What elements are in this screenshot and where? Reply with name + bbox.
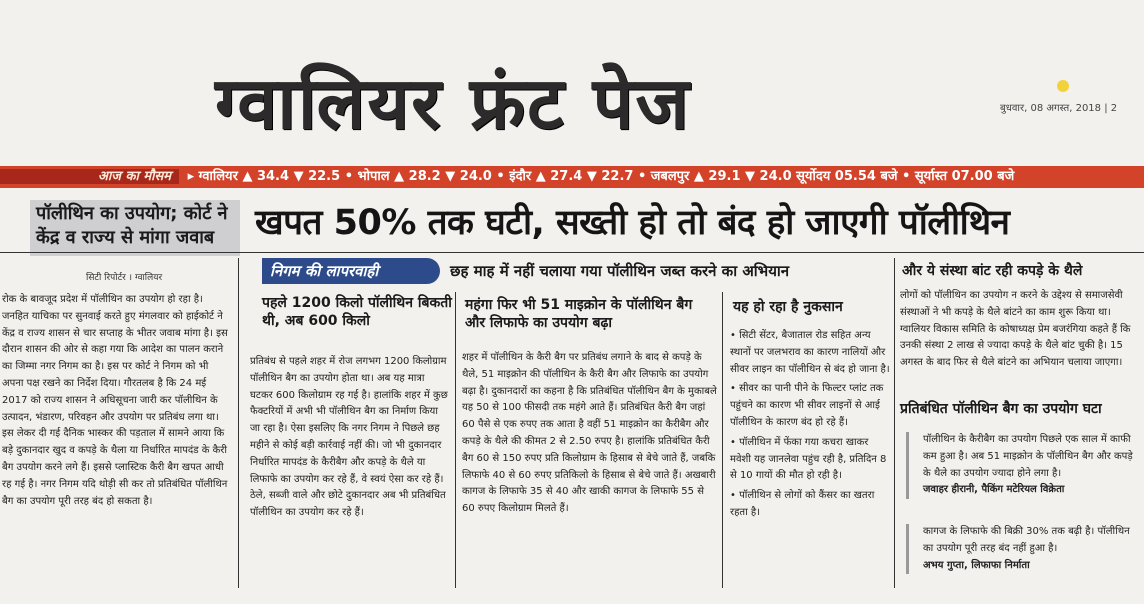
column-5-text: लोगों को पॉलीथिन का उपयोग न करने के उद्देश्य से समाजसेवी संस्थाओं ने भी कपड़े के थैले बांटने का काम शुरू किया था। ग्वालियर विकास समिति के कोषाध्यक्ष प्रेम बजरंगिया कहते हैं कि उनकी संस्था 2 लाख से ज्यादा कपड़े के थैले बांट चुकी है। 15 अगस्त के बाद फिर से थैले बांटने का अभियान चलाया जाएगा। <box>900 290 1131 369</box>
column-3-head: महंगा फिर भी 51 माइक्रोन के पॉलीथिन बैग और लिफाफे का उपयोग बढ़ा <box>465 297 693 331</box>
column-3-text: शहर में पॉलीथिन के कैरी बैग पर प्रतिबंध लगाने के बाद से कपड़े के थैले, 51 माइक्रोन की पॉलीथिन के कैरी बैग और लिफाफे का उपयोग बढ़ा है। दुकानदारों का कहना है कि प्रतिबंधित पॉलीथिन बैग के मुकाबले यह 50 से 100 फीसदी तक महंगे आते हैं। प्रतिबंधित कैरी बैग जहां 60 पैसे से एक रुपए तक आता है वहीं 51 माइक्रोन का कैरीबैग और कपड़े के थैले की कीमत 2 से 2.50 रुपए है। हालांकि प्रतिबंधित कैरी बैग 60 से 150 रुपए प्रति किलोग्राम के हिसाब से बेचे जाते हैं, जबकि लिफाफे 40 से 60 रुपए प्रतिकिलो के हिसाब से बेचे जाते हैं। अखबारी कागज के लिफाफे 35 से 40 और खाकी कागज के लिफाफे 55 से 60 रुपए किलोग्राम मिलते हैं। <box>462 352 717 515</box>
divider <box>0 252 1144 253</box>
column-2-text: प्रतिबंध से पहले शहर में रोज लगभग 1200 किलोग्राम पॉलीथिन बैग का उपयोग होता था। अब यह मात्रा घटकर 600 किलोग्राम रह गई है। हालांकि शहर में कुछ फैक्टरियों में अभी भी पॉलीथिन बैग का निर्माण किया जा रहा है। ऐसा इसलिए कि नगर निगम ने पिछले छह महीने से कोई बड़ी कार्रवाई नहीं की। जो भी दुकानदार निर्धारित मापदंड के कैरीबैग और कपड़े के थैले या लिफाफे का उपयोग कर रहे हैं, वे स्वयं ऐसा कर रहे हैं। ठेले, सब्जी वाले और छोटे दुकानदार अब भी प्रतिबंधित पॉलीथिन का उपयोग कर रहे हैं। <box>250 356 448 519</box>
masthead: ग्वालियर फ्रंट पेज <box>215 60 691 145</box>
column-divider <box>894 258 895 588</box>
weather-label: आज का मौसम <box>0 169 179 184</box>
column-2-head: पहले 1200 किलो पॉलीथिन बिकती थी, अब 600 किलो <box>262 295 452 329</box>
column-5-head: और ये संस्था बांट रही कपड़े के थैले <box>902 263 1083 279</box>
column-divider <box>238 258 239 588</box>
column-divider <box>455 292 456 588</box>
quote-attribution: जवाहर हीरानी, पैकिंग मटेरियल विक्रेता <box>923 484 1065 496</box>
list-item: • सीवर का पानी पीने के फिल्टर प्लांट तक पहुंचने का कारण भी सीवर लाइनों से आई पॉलीथिन के कारण बंद हो रहे हैं। <box>730 383 884 428</box>
main-headline: खपत 50% तक घटी, सख्ती हो तो बंद हो जाएगी पॉलीथिन <box>255 203 1010 243</box>
list-item: • सिटी सेंटर, बैजाताल रोड सहित अन्य स्थानों पर जलभराव का कारण नालियों और सीवर लाइन का पॉलीथिन से बंद हो जाना है। <box>730 330 890 375</box>
quote-text: कागज के लिफाफे की बिक्री 30% तक बढ़ी है। पॉलीथिन का उपयोग पूरी तरह बंद नहीं हुआ है। <box>923 526 1130 554</box>
quote-block <box>906 432 1142 499</box>
column-4-head: यह हो रहा है नुकसान <box>733 299 843 315</box>
quote-text: पॉलीथिन के कैरीबैग का उपयोग पिछले एक साल में काफी कम हुआ है। अब 51 माइक्रोन के पॉलीथिन बैग और कपड़े के थैले का उपयोग ज्यादा होने लगा है। <box>923 434 1133 479</box>
list-item: • पॉलीथिन में फेंका गया कचरा खाकर मवेशी यह जानलेवा पहुंच रही है, प्रतिदिन 8 से 10 गायों की मौत हो रही है। <box>730 436 887 482</box>
sun-icon <box>1057 80 1069 92</box>
byline: सिटी रिपोर्टर । ग्वालियर <box>86 273 163 283</box>
column-divider <box>722 292 723 588</box>
quote-attribution: अभय गुप्ता, लिफाफा निर्माता <box>923 559 1030 571</box>
section-tag: निगम की लापरवाही <box>262 258 440 284</box>
section-subheadline: छह माह में नहीं चलाया गया पॉलीथिन जब्त करने का अभियान <box>450 262 790 280</box>
column-1-text: रोक के बावजूद प्रदेश में पॉलीथिन का उपयोग हो रहा है। जनहित याचिका पर सुनवाई करते हुए मंगलवार को हाईकोर्ट ने केंद्र व राज्य शासन से चार सप्ताह के भीतर जवाब मांगा है। इस दौरान शासन की ओर से कहा गया कि आदेश का पालन कराने का जिम्मा नगर निगम का है। इस पर कोर्ट ने निगम को भी अपना पक्ष रखने का निर्देश दिया। गौरतलब है कि 24 मई 2017 को राज्य शासन ने अधिसूचना जारी कर पॉलीथिन के उत्पादन, भंडारण, परिवहन और उपयोग पर प्रतिबंध लगा था। इस लेकर दी गई दैनिक भास्कर की पड़ताल में सामने आया कि बड़े दुकानदार खुद व कपड़े के थैला या निर्धारित मापदंड के कैरी बैग उपयोग करने लगे हैं। इससे प्लास्टिक कैरी बैग खपत आधी रह गई है। नगर निगम यदि थोड़ी सी कर तो प्रतिबंधित पॉलीथिन बैग का उपयोग पूरी तरह बंद हो सकता है। <box>2 294 228 507</box>
dateline: बुधवार, 08 अगस्त, 2018 | 2 <box>1000 103 1118 114</box>
column-4-bullets <box>730 328 890 525</box>
column-5-subhead: प्रतिबंधित पॉलीथिन बैग का उपयोग घटा <box>900 401 1102 417</box>
side-headline-box: पॉलीथिन का उपयोग; कोर्ट ने केंद्र व राज्य से मांगा जवाब <box>30 200 240 256</box>
weather-strip <box>0 166 1144 188</box>
quote-block <box>906 524 1142 574</box>
weather-readings: ▸ ग्वालियर ▲ 34.4 ▼ 22.5 • भोपाल ▲ 28.2 ▼ 24.0 • इंदौर ▲ 27.4 ▼ 22.7 • जबलपुर ▲ 29.1 ▼ 24.0 सूर्योदय 05.54 बजे • सूर्यास्त 07.00 बजे <box>187 169 1015 184</box>
list-item: • पॉलीथिन से लोगों को कैंसर का खतरा रहता है। <box>730 490 875 518</box>
